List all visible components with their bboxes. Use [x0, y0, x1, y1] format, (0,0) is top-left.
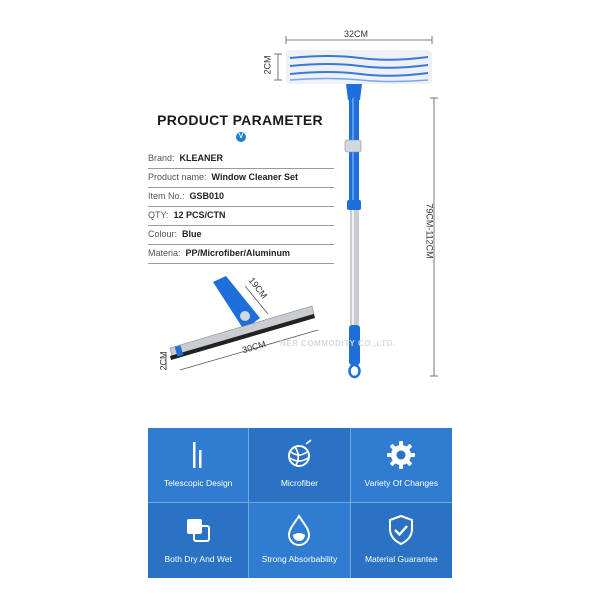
shield-check-icon — [384, 513, 418, 547]
param-row-colour: Colour: Blue — [148, 226, 334, 245]
feature-label: Variety Of Changes — [364, 478, 439, 488]
head-width-label: 32CM — [344, 29, 369, 39]
watermark: NER COMMODITY CO.,LTD. — [280, 339, 396, 348]
feature-label: Microfiber — [280, 478, 319, 488]
feature-absorbability — [249, 503, 350, 578]
feature-label: Both Dry And Wet — [164, 554, 232, 564]
yarn-ball-icon — [282, 438, 316, 472]
head-height-label: 2CM — [262, 55, 273, 75]
feature-telescopic — [148, 428, 249, 503]
param-row-qty: QTY: 12 PCS/CTN — [148, 207, 334, 226]
squeegee-handle-label: 19CM — [246, 275, 270, 301]
squeegee-height-label: 2CM — [158, 351, 169, 371]
v-badge: V — [236, 132, 246, 142]
param-row-item-no: Item No.: GSB010 — [148, 188, 334, 207]
telescopic-icon — [181, 438, 215, 472]
water-drop-icon — [282, 513, 316, 547]
param-row-product-name: Product name: Window Cleaner Set — [148, 169, 334, 188]
feature-variety — [351, 428, 452, 503]
feature-guarantee — [351, 503, 452, 578]
feature-dry-wet — [148, 503, 249, 578]
squeegee-width-label: 30CM — [241, 338, 267, 356]
param-row-material: Materia: PP/Microfiber/Aluminum — [148, 245, 334, 264]
overlap-squares-icon — [181, 513, 215, 547]
squeegee-illustration — [166, 276, 318, 370]
features-grid — [148, 428, 452, 578]
feature-label: Strong Absorbability — [261, 554, 338, 564]
feature-label: Telescopic Design — [163, 478, 233, 488]
gear-icon — [384, 438, 418, 472]
page-title: PRODUCT PARAMETER — [157, 112, 323, 128]
param-row-brand: Brand: KLEANER — [148, 150, 334, 169]
feature-label: Material Guarantee — [364, 554, 438, 564]
pole-length-label: 79CM-112CM — [424, 203, 435, 259]
feature-microfiber — [249, 428, 350, 503]
